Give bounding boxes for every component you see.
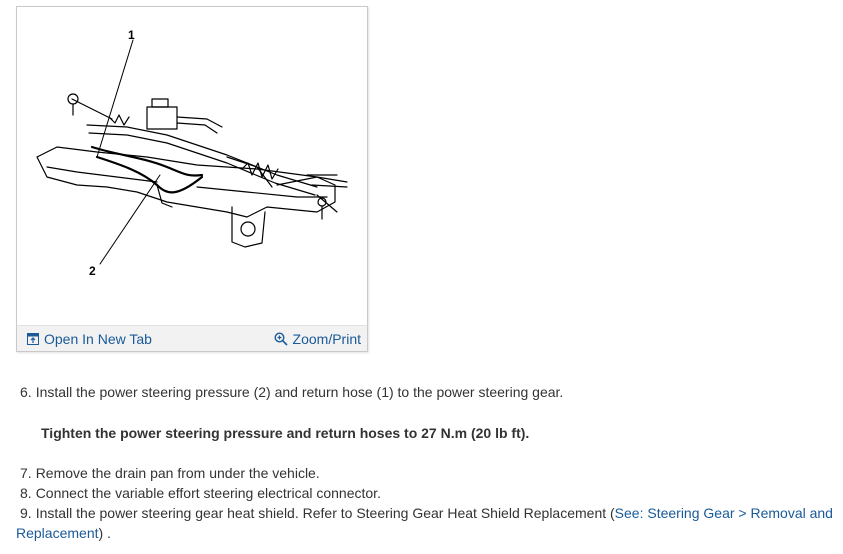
zoom-print-label: Zoom/Print [292, 331, 361, 347]
steering-gear-removal-link[interactable]: See: Steering Gear > Removal and [614, 505, 833, 521]
callout-2: 2 [89, 264, 96, 278]
step-8 [20, 483, 381, 503]
step-7 [20, 463, 320, 483]
step-text: Install the power steering pressure (2) and return hose (1) to the power steering gear. [35, 384, 564, 400]
step-text: Connect the variable effort steering electrical connector. [35, 485, 381, 501]
step-9-suffix: ) . [98, 525, 111, 541]
callout-1: 1 [128, 28, 135, 42]
magnifier-plus-icon [274, 332, 288, 346]
open-in-new-tab-label: Open In New Tab [44, 331, 152, 347]
step-number: 7. [20, 465, 32, 481]
step-text: Install the power steering gear heat shield. Refer to Steering Gear Heat Shield Replacement ( [35, 505, 615, 521]
step-number: 6. [20, 384, 32, 400]
step-9-continued [16, 523, 111, 543]
steering-gear-removal-link-cont[interactable]: Replacement [16, 525, 99, 541]
step-6 [20, 382, 563, 402]
figure-card [16, 6, 368, 352]
torque-note: Tighten the power steering pressure and return hoses to 27 N.m (20 lb ft). [41, 425, 530, 441]
zoom-print-link[interactable] [274, 331, 361, 347]
figure-toolbar [17, 325, 367, 351]
open-tab-icon [27, 333, 39, 345]
steering-gear-illustration[interactable] [17, 7, 367, 325]
step-9 [20, 503, 833, 523]
step-text: Remove the drain pan from under the vehicle. [35, 465, 320, 481]
step-number: 8. [20, 485, 32, 501]
step-number: 9. [20, 505, 32, 521]
open-in-new-tab-link[interactable] [27, 331, 152, 347]
